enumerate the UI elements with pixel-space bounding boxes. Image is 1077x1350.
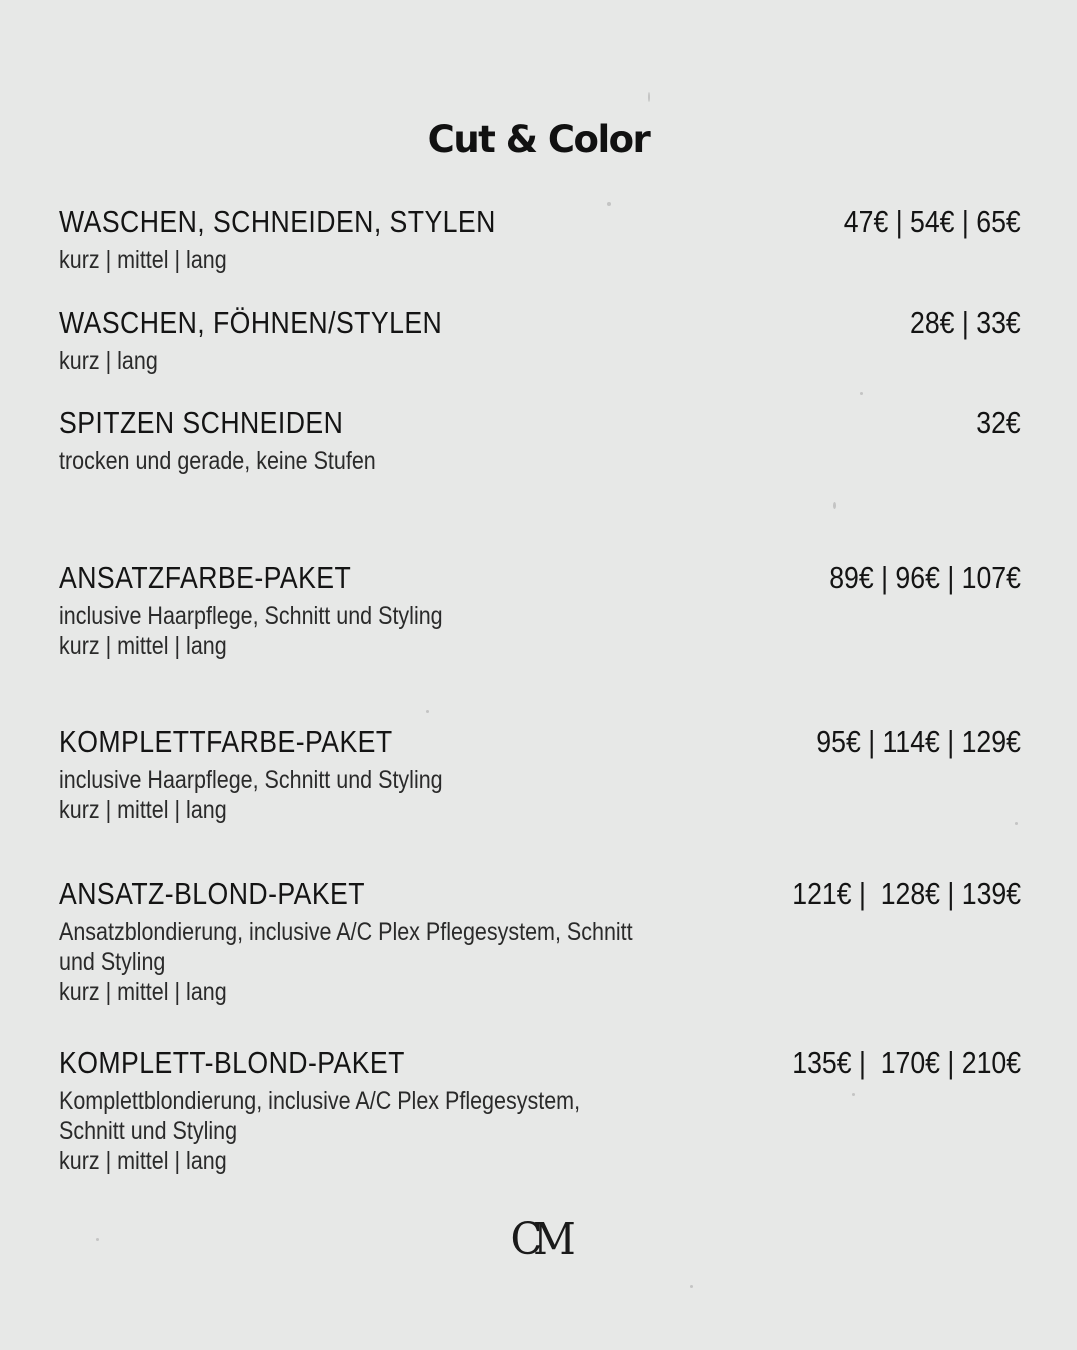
service-detail: kurz | mittel | lang <box>59 796 227 824</box>
paper-speck <box>833 502 836 509</box>
paper-speck <box>690 1285 693 1288</box>
paper-speck <box>648 92 650 102</box>
service-item <box>59 561 1021 661</box>
service-detail: inclusive Haarpflege, Schnitt und Styling <box>59 602 443 630</box>
service-item <box>59 406 1021 476</box>
service-name: WASCHEN, SCHNEIDEN, STYLEN <box>59 204 496 239</box>
service-item <box>59 1046 1021 1176</box>
service-detail: Komplettblondierung, inclusive A/C Plex Pflegesystem, <box>59 1087 581 1115</box>
brand-monogram: CM <box>510 1214 567 1265</box>
service-detail: inclusive Haarpflege, Schnitt und Styling <box>59 766 443 794</box>
service-price: 121€ | 128€ | 139€ <box>792 876 1021 911</box>
service-detail: kurz | mittel | lang <box>59 978 227 1006</box>
service-name: WASCHEN, FÖHNEN/STYLEN <box>59 305 443 340</box>
service-detail: und Styling <box>59 948 166 976</box>
brand-logo <box>0 1214 1077 1265</box>
paper-speck <box>426 710 429 713</box>
service-price: 47€ | 54€ | 65€ <box>844 204 1021 239</box>
service-name: SPITZEN SCHNEIDEN <box>59 405 344 440</box>
service-item <box>59 877 1021 1007</box>
service-detail: Schnitt und Styling <box>59 1117 238 1145</box>
service-item <box>59 205 1021 275</box>
service-detail: kurz | mittel | lang <box>59 1147 227 1175</box>
service-name: ANSATZ-BLOND-PAKET <box>59 876 365 911</box>
page-title: Cut & Color <box>427 118 650 161</box>
service-item <box>59 725 1021 825</box>
service-name: KOMPLETTFARBE-PAKET <box>59 724 393 759</box>
service-price: 32€ <box>976 405 1021 440</box>
service-price: 89€ | 96€ | 107€ <box>829 560 1021 595</box>
service-item <box>59 306 1021 376</box>
service-detail: kurz | mittel | lang <box>59 632 227 660</box>
service-price: 135€ | 170€ | 210€ <box>792 1045 1021 1080</box>
paper-speck <box>860 392 863 395</box>
service-name: ANSATZFARBE-PAKET <box>59 560 352 595</box>
service-name: KOMPLETT-BLOND-PAKET <box>59 1045 405 1080</box>
service-detail: kurz | lang <box>59 347 158 375</box>
service-detail: Ansatzblondierung, inclusive A/C Plex Pflegesystem, Schnitt <box>59 918 633 946</box>
service-detail: trocken und gerade, keine Stufen <box>59 447 376 475</box>
service-price: 28€ | 33€ <box>910 305 1021 340</box>
service-price: 95€ | 114€ | 129€ <box>816 724 1021 759</box>
service-detail: kurz | mittel | lang <box>59 246 227 274</box>
